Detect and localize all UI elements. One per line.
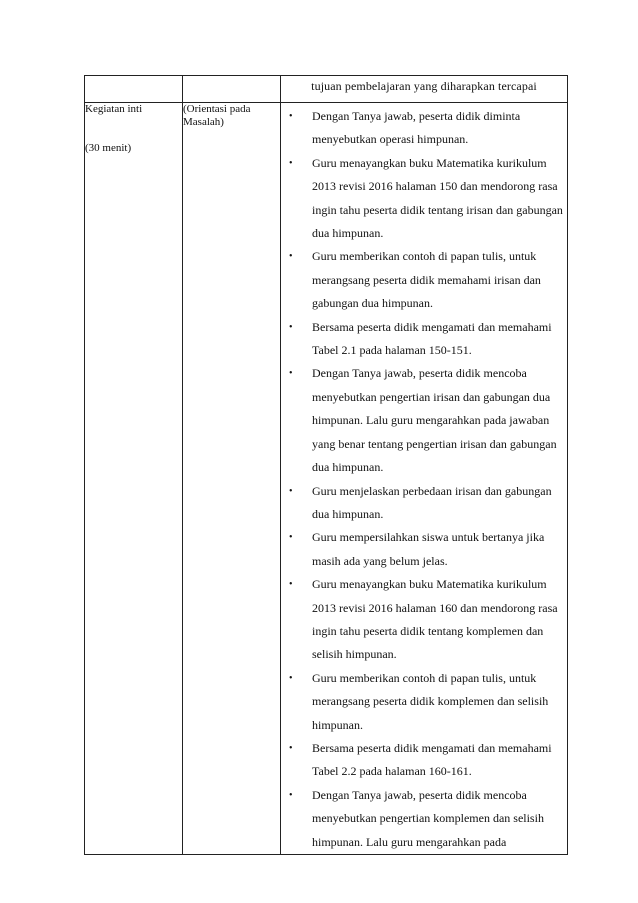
bullet-icon: • [289,532,293,544]
lesson-activity-table [84,75,568,855]
list-item [287,573,563,667]
list-item-text: Guru menjelaskan perbedaan irisan dan gabungan dua himpunan. [312,483,552,521]
list-item-text: Bersama peserta didik mengamati dan memahami Tabel 2.2 pada halaman 160-161. [312,740,552,779]
bullet-icon: • [289,321,293,333]
list-item-text: Bersama peserta didik mengamati dan memahami Tabel 2.1 pada halaman 150-151. [312,319,552,358]
bullet-icon: • [289,579,293,591]
bullet-icon: • [289,251,293,263]
list-item-text: Guru memberikan contoh di papan tulis, untuk merangsang peserta didik komplemen dan selisih himpunan. [312,670,549,732]
empty-cell [85,76,183,103]
list-item [287,362,563,479]
list-item-text: Guru menayangkan buku Matematika kurikulum 2013 revisi 2016 halaman 160 dan mendorong rasa ingin tahu peserta didik tentang komplemen dan selisih himpunan. [312,577,558,662]
bullet-icon: • [289,111,293,122]
list-item [287,737,563,784]
activity-cell [85,103,183,855]
bullet-icon: • [289,672,293,684]
table-row [85,76,568,103]
phase-label: (Orientasi pada Masalah) [183,103,251,128]
activity-title: Kegiatan inti [85,103,143,115]
steps-list [281,103,567,854]
list-item-text: Dengan Tanya jawab, peserta didik mencoba menyebutkan pengertian irisan dan gabungan dua himpunan. Lalu guru mengarahkan pada jawaban yang benar tentang pengertian irisan dan gabungan dua himpunan. [312,366,557,475]
list-item [287,667,563,737]
list-item [287,526,563,573]
bullet-icon: • [289,368,293,380]
list-item [287,245,563,315]
bullet-icon: • [289,157,293,169]
empty-cell [183,76,281,103]
list-item-text: Guru menayangkan buku Matematika kurikulum 2013 revisi 2016 halaman 150 dan mendorong rasa ingin tahu peserta didik tentang irisan dan gabungan dua himpunan. [312,155,563,241]
list-item [287,784,563,854]
list-item [287,105,563,152]
phase-cell [183,103,281,855]
continued-text-cell [281,76,568,103]
list-item [287,316,563,363]
list-item-text: Guru memberikan contoh di papan tulis, untuk merangsang peserta didik memahami irisan dan gabungan dua himpunan. [312,249,541,311]
list-item [287,480,563,527]
bullet-icon: • [289,789,293,801]
list-item [287,152,563,246]
list-item-text: Guru mempersilahkan siswa untuk bertanya jika masih ada yang belum jelas. [312,530,545,568]
bullet-icon: • [289,485,293,497]
steps-cell [281,103,568,855]
bullet-icon: • [289,742,293,754]
list-item-text: Dengan Tanya jawab, peserta didik mencoba menyebutkan pengertian komplemen dan selisih himpunan. Lalu guru mengarahkan pada [312,787,544,849]
list-item-text: Dengan Tanya jawab, peserta didik diminta menyebutkan operasi himpunan. [312,109,521,147]
activity-duration: (30 menit) [85,142,132,154]
continued-text: tujuan pembelajaran yang diharapkan tercapai [311,79,537,93]
table-row [85,103,568,855]
